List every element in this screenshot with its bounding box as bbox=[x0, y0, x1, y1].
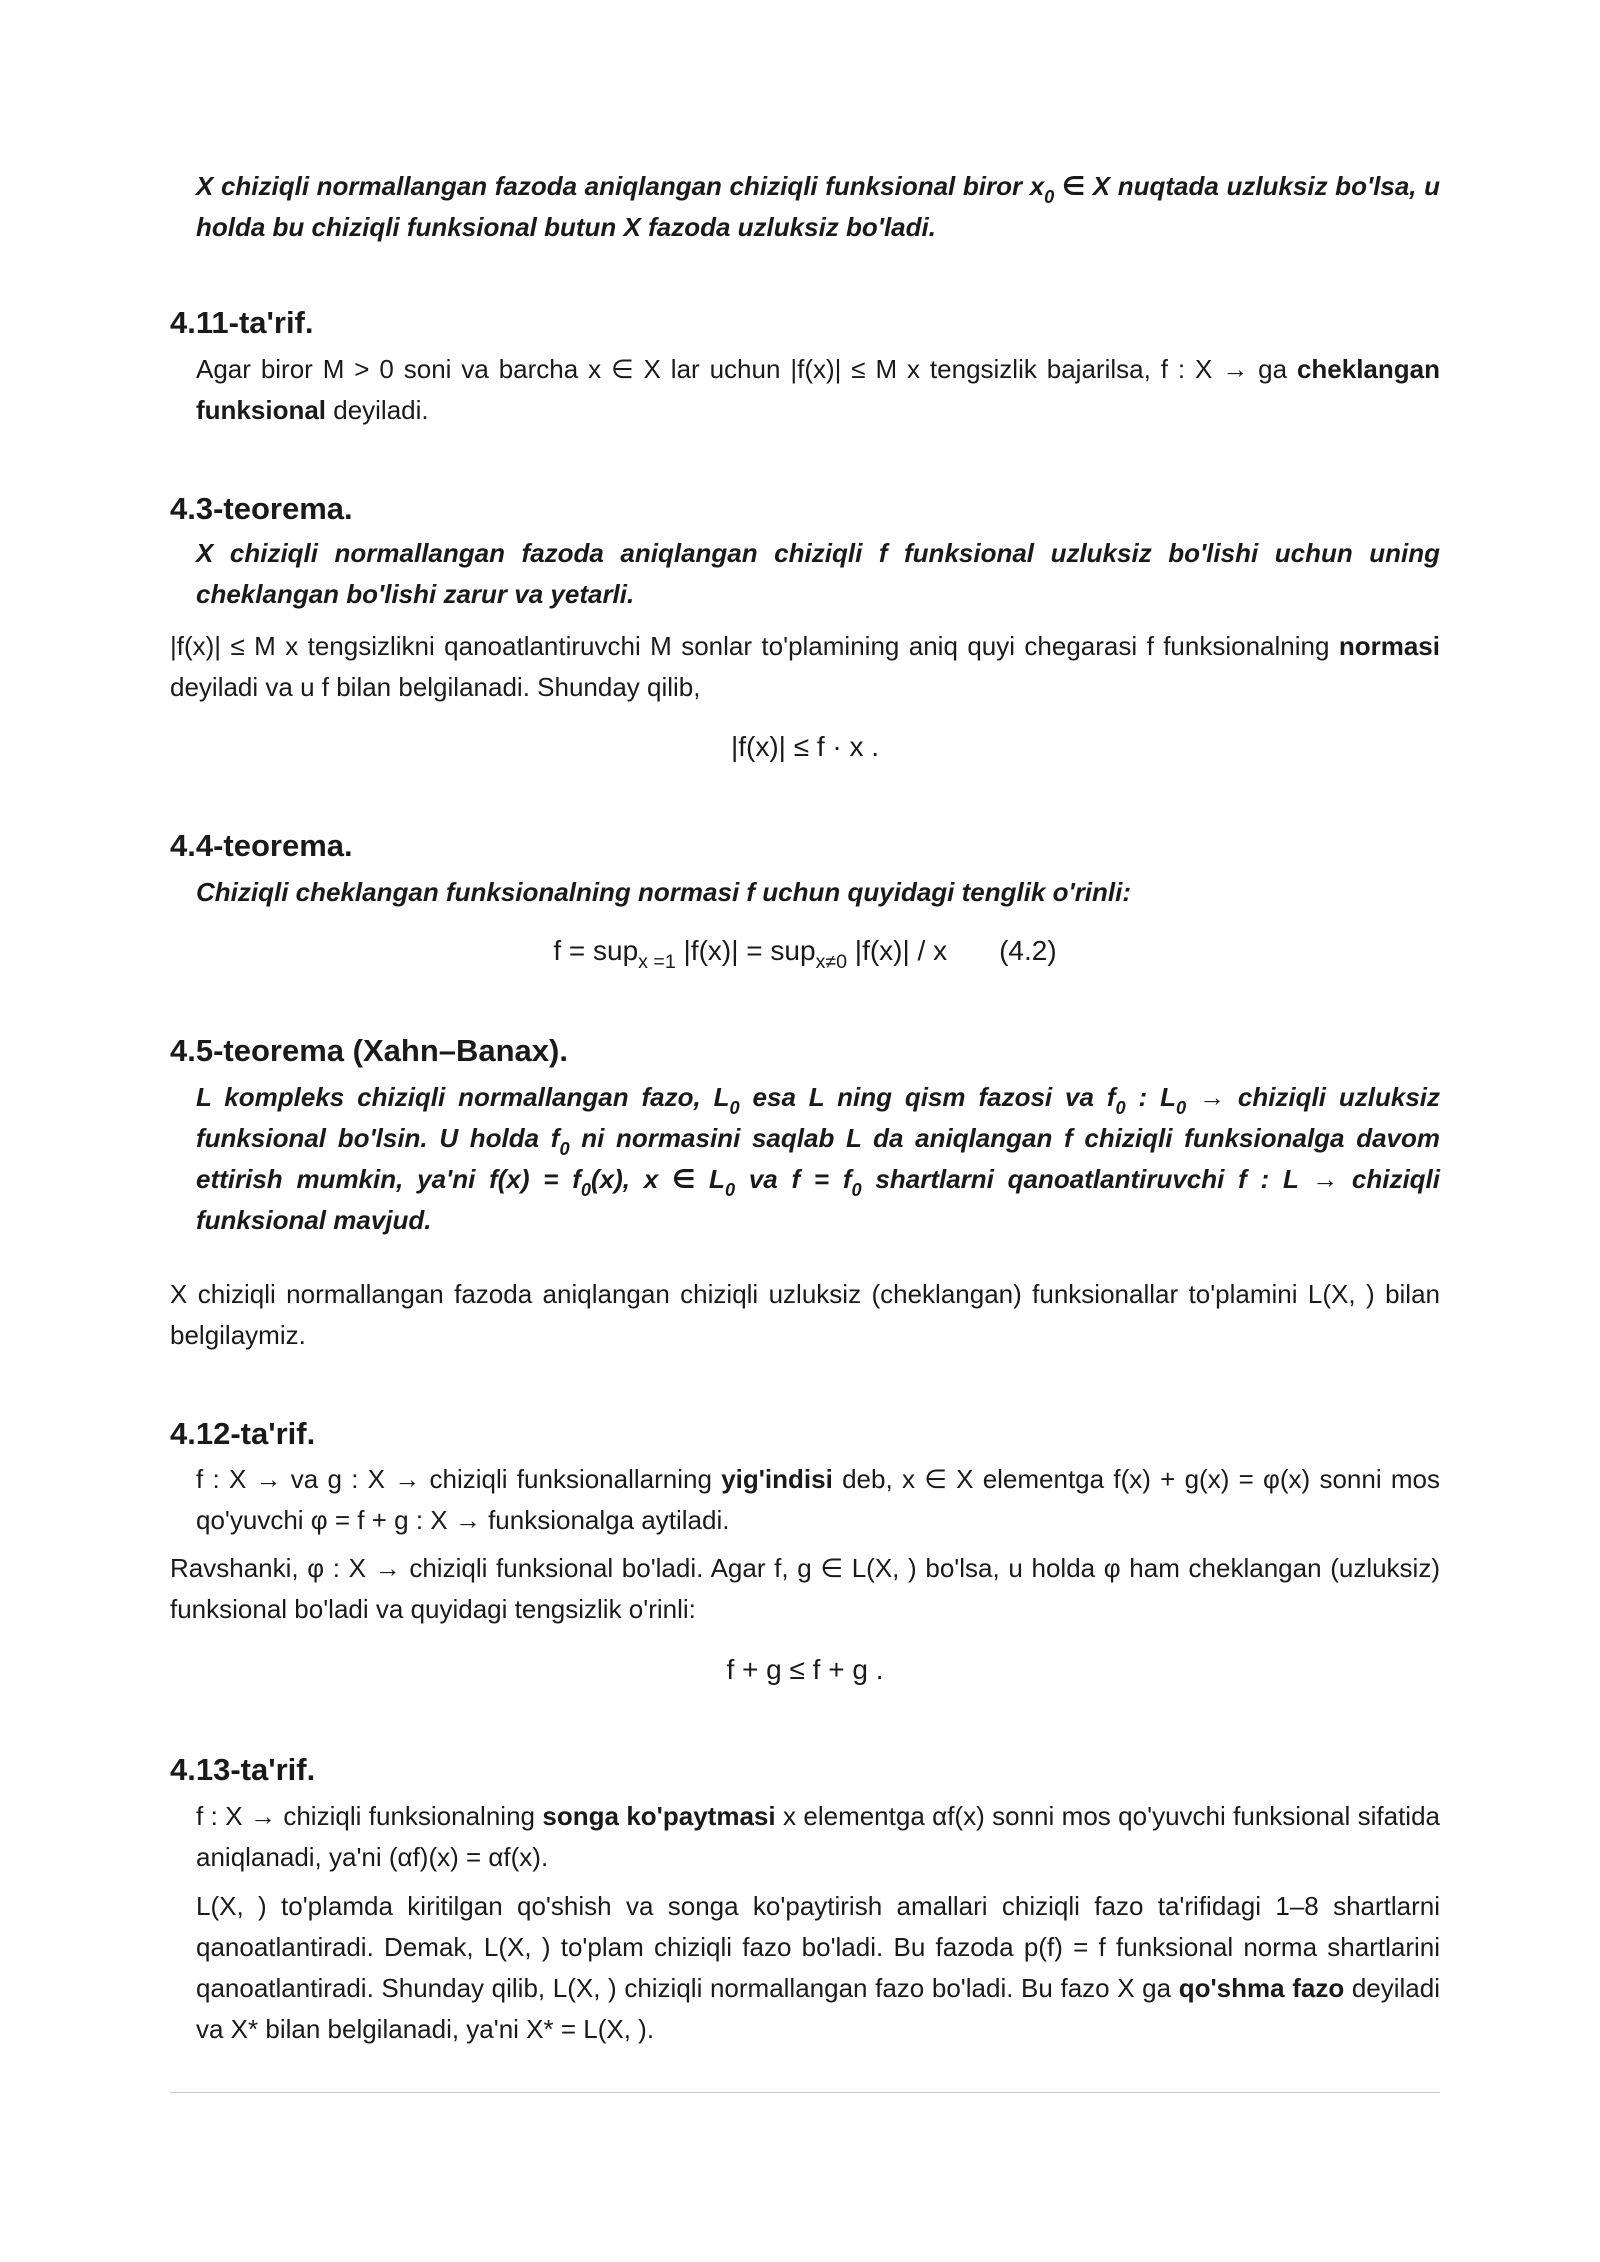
theorem-4-3-heading: 4.3-teorema. bbox=[170, 491, 353, 526]
theorem-4-4-heading: 4.4-teorema. bbox=[170, 828, 353, 863]
equation-number: (4.2) bbox=[999, 935, 1057, 966]
text-run: (x), x ∈ L bbox=[591, 1164, 725, 1194]
text-run: deyiladi va u f bilan belgilanadi. Shunday qilib, bbox=[170, 672, 701, 702]
triangle-inequality-formula: f + g ≤ f + g . bbox=[726, 1654, 884, 1685]
subscript: 0 bbox=[1044, 187, 1055, 207]
bold-term: yig'indisi bbox=[721, 1464, 833, 1494]
text-run: L(X, ) to'plamda kiritilgan qo'shish va songa ko'paytirish amallari chiziqli fazo ta'rifidagi 1–8 shartlarni qanoatlantiradi. Demak, L(X, ) to'plam chiziqli fazo bo'ladi. Bu fazoda p(f) = f funksional norma shartlarini qanoatlantiradi. Shunday qilib, L(X, ) chiziqli normallangan fazo bo'ladi. Bu fazo X ga bbox=[196, 1891, 1440, 2003]
subscript: 0 bbox=[1175, 1098, 1187, 1118]
text-run: |f(x)| = sup bbox=[675, 935, 816, 966]
subscript: 0 bbox=[1115, 1098, 1126, 1118]
definition-4-12-text bbox=[196, 1459, 1440, 1541]
theorem-continuation bbox=[196, 166, 1440, 248]
bold-term: qo'shma fazo bbox=[1178, 1973, 1345, 2003]
text-run: deyiladi va X* bilan belgilanadi, ya'ni X* = L(X, ). bbox=[196, 1973, 1440, 2044]
footer-divider bbox=[170, 2092, 1440, 2093]
definition-4-11-heading: 4.11-ta'rif. bbox=[170, 305, 314, 340]
theorem-4-5-statement bbox=[196, 1077, 1440, 1241]
text-run: Agar biror M > 0 soni va barcha x ∈ X lar uchun |f(x)| ≤ M x tengsizlik bajarilsa, f : X → ga bbox=[196, 354, 1297, 384]
subscript: x≠0 bbox=[815, 951, 848, 973]
bold-term: normasi bbox=[1338, 631, 1440, 661]
text-run: esa L ning qism fazosi va f bbox=[739, 1082, 1116, 1112]
subscript: 0 bbox=[729, 1098, 740, 1118]
text-run: ∈ X nuqtada uzluksiz bo'lsa, u holda bu chiziqli funksional butun X fazoda uzluksiz bo'ladi. bbox=[196, 171, 1440, 242]
text-run: ni normasini saqlab L da aniqlangan f chiziqli funksionalga davom ettirish mumkin, ya'ni f(x) = f bbox=[196, 1123, 1440, 1194]
theorem-4-4-statement: Chiziqli cheklangan funksionalning normasi f uchun quyidagi tenglik o'rinli: bbox=[196, 877, 1132, 907]
dual-space-intro-paragraph: X chiziqli normallangan fazoda aniqlangan chiziqli uzluksiz (cheklangan) funksionallar to'plamini L(X, ) bilan belgilaymiz. bbox=[170, 1279, 1440, 1350]
text-run: x elementga αf(x) sonni mos qo'yuvchi funksional sifatida aniqlanadi, ya'ni (αf)(x) = αf(x). bbox=[196, 1801, 1440, 1872]
norm-sup-formula bbox=[170, 931, 1440, 971]
definition-4-11-text bbox=[196, 349, 1440, 431]
text-run: L kompleks chiziqli normallangan fazo, L bbox=[196, 1082, 730, 1112]
subscript: 0 bbox=[724, 1180, 736, 1200]
subscript: 0 bbox=[580, 1180, 591, 1200]
text-run: f : X → chiziqli funksionalning bbox=[196, 1801, 543, 1831]
text-run: deb, x ∈ X elementga f(x) + g(x) = φ(x) sonni mos qo'yuvchi φ = f + g : X → funksionalga aytiladi. bbox=[196, 1464, 1440, 1535]
text-run: shartlarni qanoatlantiruvchi f : L → chiziqli funksional mavjud. bbox=[196, 1164, 1440, 1235]
sum-bounded-paragraph: Ravshanki, φ : X → chiziqli funksional bo'ladi. Agar f, g ∈ L(X, ) bo'lsa, u holda φ ham cheklangan (uzluksiz) funksional bo'ladi va quyidagi tengsizlik o'rinli: bbox=[170, 1553, 1440, 1624]
norm-definition-paragraph bbox=[170, 626, 1440, 708]
theorem-4-3-statement: X chiziqli normallangan fazoda aniqlangan chiziqli f funksional uzluksiz bo'lishi uchun uning cheklangan bo'lishi zarur va yetarli. bbox=[196, 538, 1440, 609]
text-run: → chiziqli uzluksiz funksional bo'lsin. U holda f bbox=[196, 1082, 1441, 1153]
text-run: X chiziqli normallangan fazoda aniqlangan chiziqli funksional biror x bbox=[196, 171, 1045, 201]
text-run: : L bbox=[1125, 1082, 1176, 1112]
definition-4-12-heading: 4.12-ta'rif. bbox=[170, 1416, 316, 1451]
subscript: x =1 bbox=[638, 951, 676, 973]
text-run: f = sup bbox=[553, 935, 639, 966]
theorem-4-5-heading: 4.5-teorema (Xahn–Banax). bbox=[170, 1033, 568, 1068]
text-run: |f(x)| ≤ M x tengsizlikni qanoatlantiruvchi M sonlar to'plamining aniq quyi chegarasi f funksionalning bbox=[170, 631, 1339, 661]
text-run: deyiladi. bbox=[326, 395, 429, 425]
norm-inequality-formula: |f(x)| ≤ f · x . bbox=[730, 731, 880, 762]
text-run: |f(x)| / x bbox=[847, 935, 948, 966]
dual-space-paragraph bbox=[196, 1886, 1440, 2050]
definition-4-13-text bbox=[196, 1796, 1440, 1878]
text-run: va f = f bbox=[735, 1164, 852, 1194]
text-run: f : X → va g : X → chiziqli funksionallarning bbox=[196, 1464, 722, 1494]
bold-term: cheklangan funksional bbox=[196, 354, 1440, 425]
subscript: 0 bbox=[851, 1180, 862, 1200]
bold-term: songa ko'paytmasi bbox=[542, 1801, 776, 1831]
definition-4-13-heading: 4.13-ta'rif. bbox=[170, 1752, 316, 1787]
subscript: 0 bbox=[559, 1139, 570, 1159]
